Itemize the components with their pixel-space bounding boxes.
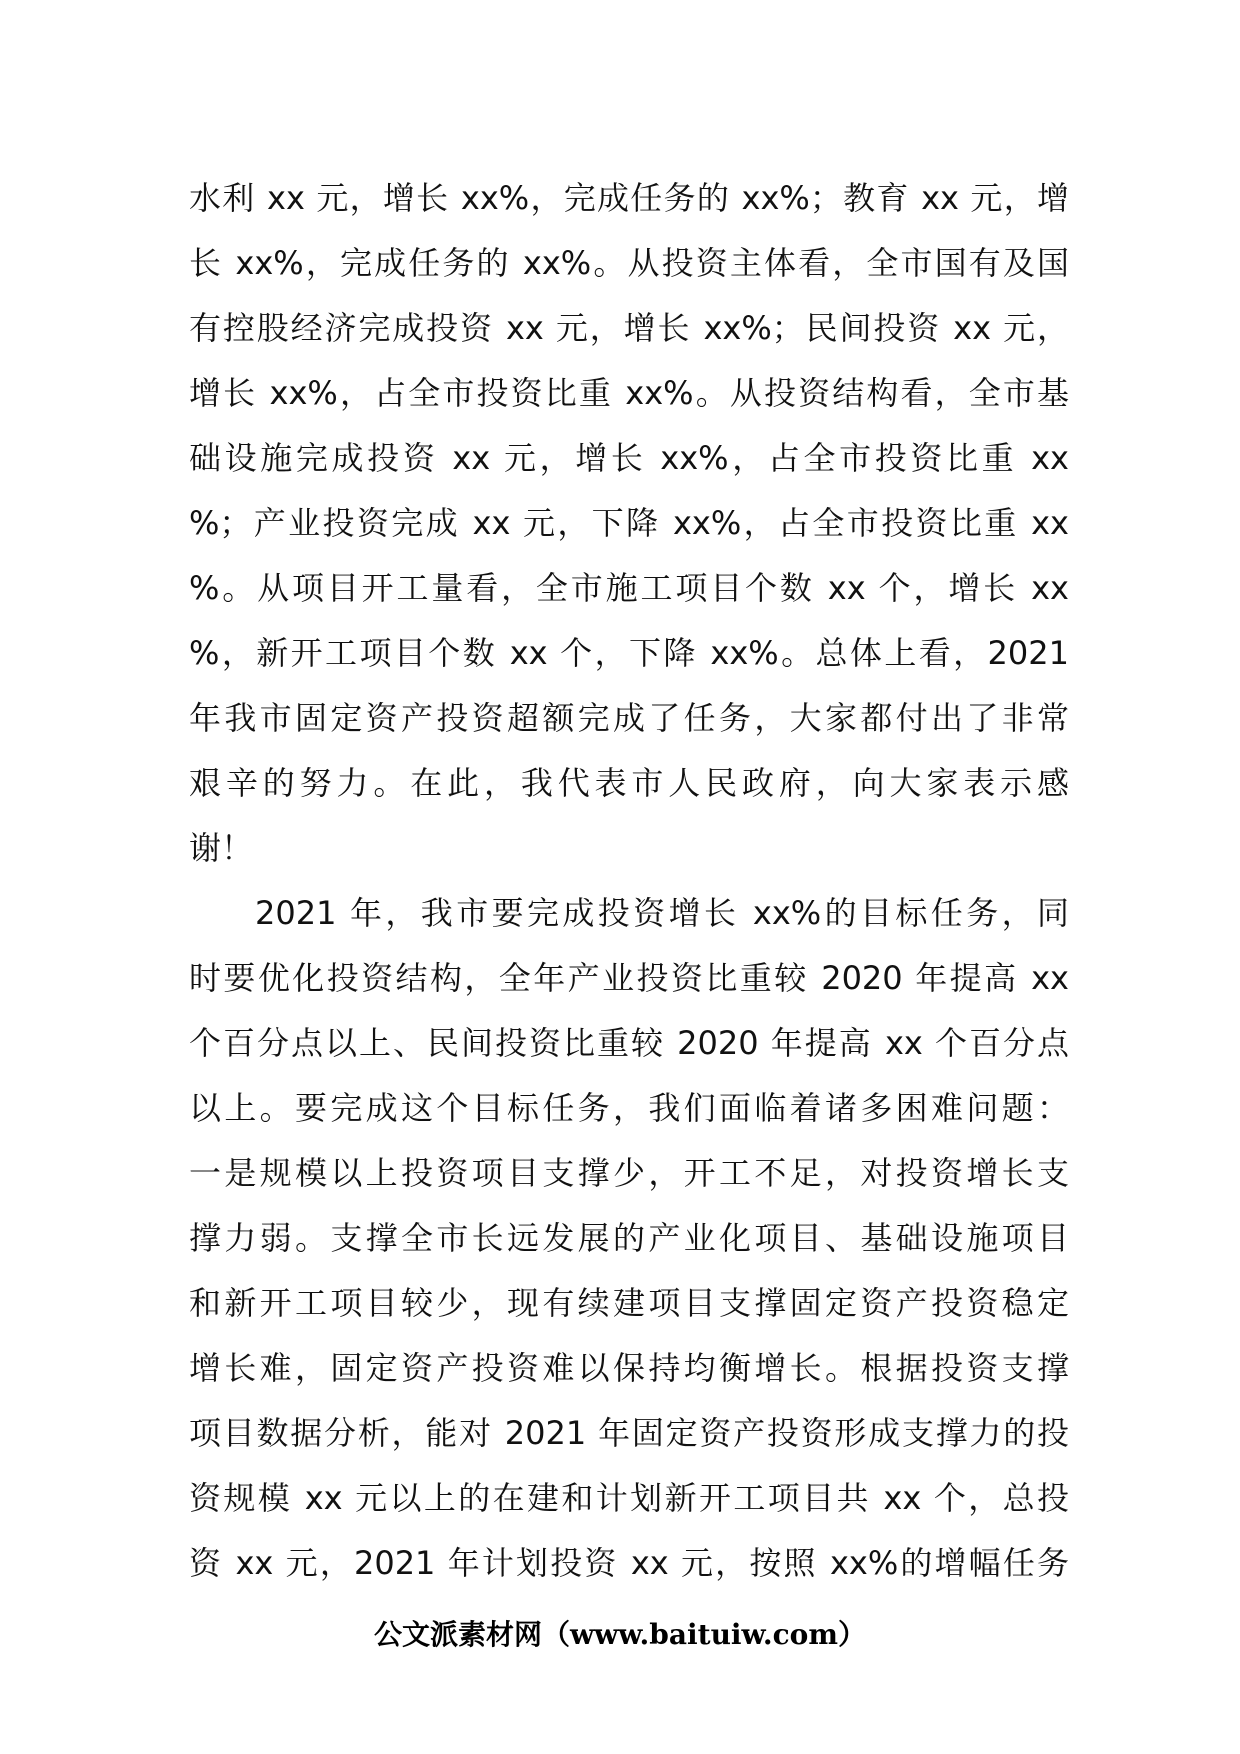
text-line: 有控股经济完成投资 xx 元，增长 xx%；民间投资 xx 元， bbox=[189, 309, 1069, 347]
text-line: 和新开工项目较少，现有续建项目支撑固定资产投资稳定 bbox=[189, 1284, 1069, 1322]
page-footer: 公文派素材网（www.baituiw.com） bbox=[374, 1618, 866, 1651]
text-line: 增长 xx%，占全市投资比重 xx%。从投资结构看，全市基 bbox=[189, 374, 1069, 412]
text-line: 2021 年，我市要完成投资增长 xx%的目标任务，同 bbox=[255, 894, 1069, 932]
text-line: 艰辛的努力。在此，我代表市人民政府，向大家表示感 bbox=[189, 764, 1069, 802]
text-line: 资规模 xx 元以上的在建和计划新开工项目共 xx 个，总投 bbox=[189, 1479, 1069, 1517]
text-line: %；产业投资完成 xx 元，下降 xx%，占全市投资比重 xx bbox=[189, 504, 1069, 542]
text-line: 个百分点以上、民间投资比重较 2020 年提高 xx 个百分点 bbox=[189, 1024, 1069, 1062]
text-line: 谢！ bbox=[189, 829, 254, 867]
text-line: %，新开工项目个数 xx 个，下降 xx%。总体上看，2021 bbox=[189, 634, 1069, 672]
text-line: 一是规模以上投资项目支撑少，开工不足，对投资增长支 bbox=[189, 1154, 1069, 1192]
text-line: 时要优化投资结构，全年产业投资比重较 2020 年提高 xx bbox=[189, 959, 1069, 997]
text-line: 础设施完成投资 xx 元，增长 xx%，占全市投资比重 xx bbox=[189, 439, 1069, 477]
text-line: 撑力弱。支撑全市长远发展的产业化项目、基础设施项目 bbox=[189, 1219, 1069, 1257]
text-line: 增长难，固定资产投资难以保持均衡增长。根据投资支撑 bbox=[189, 1349, 1069, 1387]
text-line: 项目数据分析，能对 2021 年固定资产投资形成支撑力的投 bbox=[189, 1414, 1069, 1452]
text-line: 以上。要完成这个目标任务，我们面临着诸多困难问题： bbox=[189, 1089, 1069, 1127]
text-line: 长 xx%，完成任务的 xx%。从投资主体看，全市国有及国 bbox=[189, 244, 1069, 282]
body-text bbox=[189, 166, 1069, 1596]
text-line: %。从项目开工量看，全市施工项目个数 xx 个，增长 xx bbox=[189, 569, 1069, 607]
text-line: 年我市固定资产投资超额完成了任务，大家都付出了非常 bbox=[189, 699, 1069, 737]
text-line: 资 xx 元，2021 年计划投资 xx 元，按照 xx%的增幅任务 bbox=[189, 1544, 1069, 1582]
text-line: 水利 xx 元，增长 xx%，完成任务的 xx%；教育 xx 元，增 bbox=[189, 179, 1069, 217]
